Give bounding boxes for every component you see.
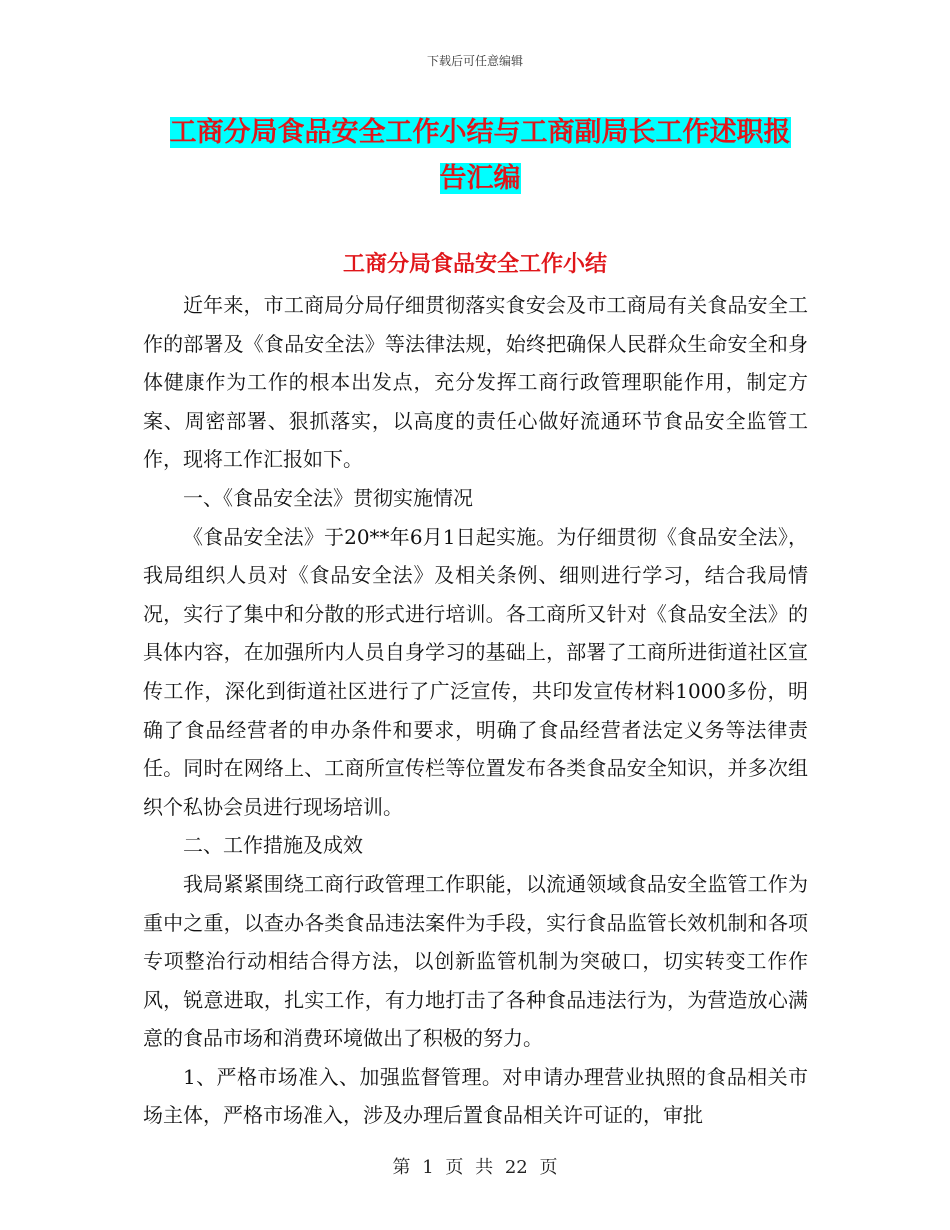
page-footer: 第 1 页 共 22 页 [392,1157,558,1178]
section-title: 工商分局食品安全工作小结 [342,252,607,277]
document-body [143,286,808,1135]
paragraph-implementation: 《食品安全法》于20**年6月1日起实施。为仔细贯彻《食品安全法》，我局组织人员对《食品安全法》及相关条例、细则进行学习，结合我局情况，实行了集中和分散的形式进行培训。各工商所又针对《食品安全法》的具体内容，在加强所内人员自身学习的基础上，部署了工商所进街道社区宣传工作，深化到街道社区进行了广泛宣传，共印发宣传材料1000多份，明确了食品经营者的申办条件和要求，明确了食品经营者法定义务等法律责任。同时在网络上、工商所宣传栏等位置发布各类食品安全知识，并多次组织个私协会员进行现场培训。 [143,524,808,819]
document-title-line-2: 告汇编 [439,163,521,194]
document-title [150,110,810,202]
document-title-line-1: 工商分局食品安全工作小结与工商副局长工作述职报 [169,117,791,148]
header-note: 下载后可任意编辑 [426,54,523,68]
paragraph-market-access: 1、严格市场准入、加强监督管理。对申请办理营业执照的食品相关市场主体，严格市场准入，涉及办理后置食品相关许可证的，审批 [143,1064,808,1128]
heading-measures: 二、工作措施及成效 [183,833,363,858]
paragraph-intro: 近年来，市工商局分局仔细贯彻落实食安会及市工商局有关食品安全工作的部署及《食品安全法》等法律法规，始终把确保人民群众生命安全和身体健康作为工作的根本出发点，充分发挥工商行政管理职能作用，制定方案、周密部署、狠抓落实，以高度的责任心做好流通环节食品安全监管工作，现将工作汇报如下。 [143,293,808,472]
heading-implementation: 一、《食品安全法》贯彻实施情况 [183,485,473,510]
paragraph-measures: 我局紧紧围绕工商行政管理工作职能，以流通领域食品安全监管工作为重中之重，以查办各类食品违法案件为手段，实行食品监管长效机制和各项专项整治行动相结合得方法，以创新监管机制为突破口，切实转变工作作风，锐意进取，扎实工作，有力地打击了各种食品违法行为，为营造放心满意的食品市场和消费环境做出了积极的努力。 [143,871,808,1051]
